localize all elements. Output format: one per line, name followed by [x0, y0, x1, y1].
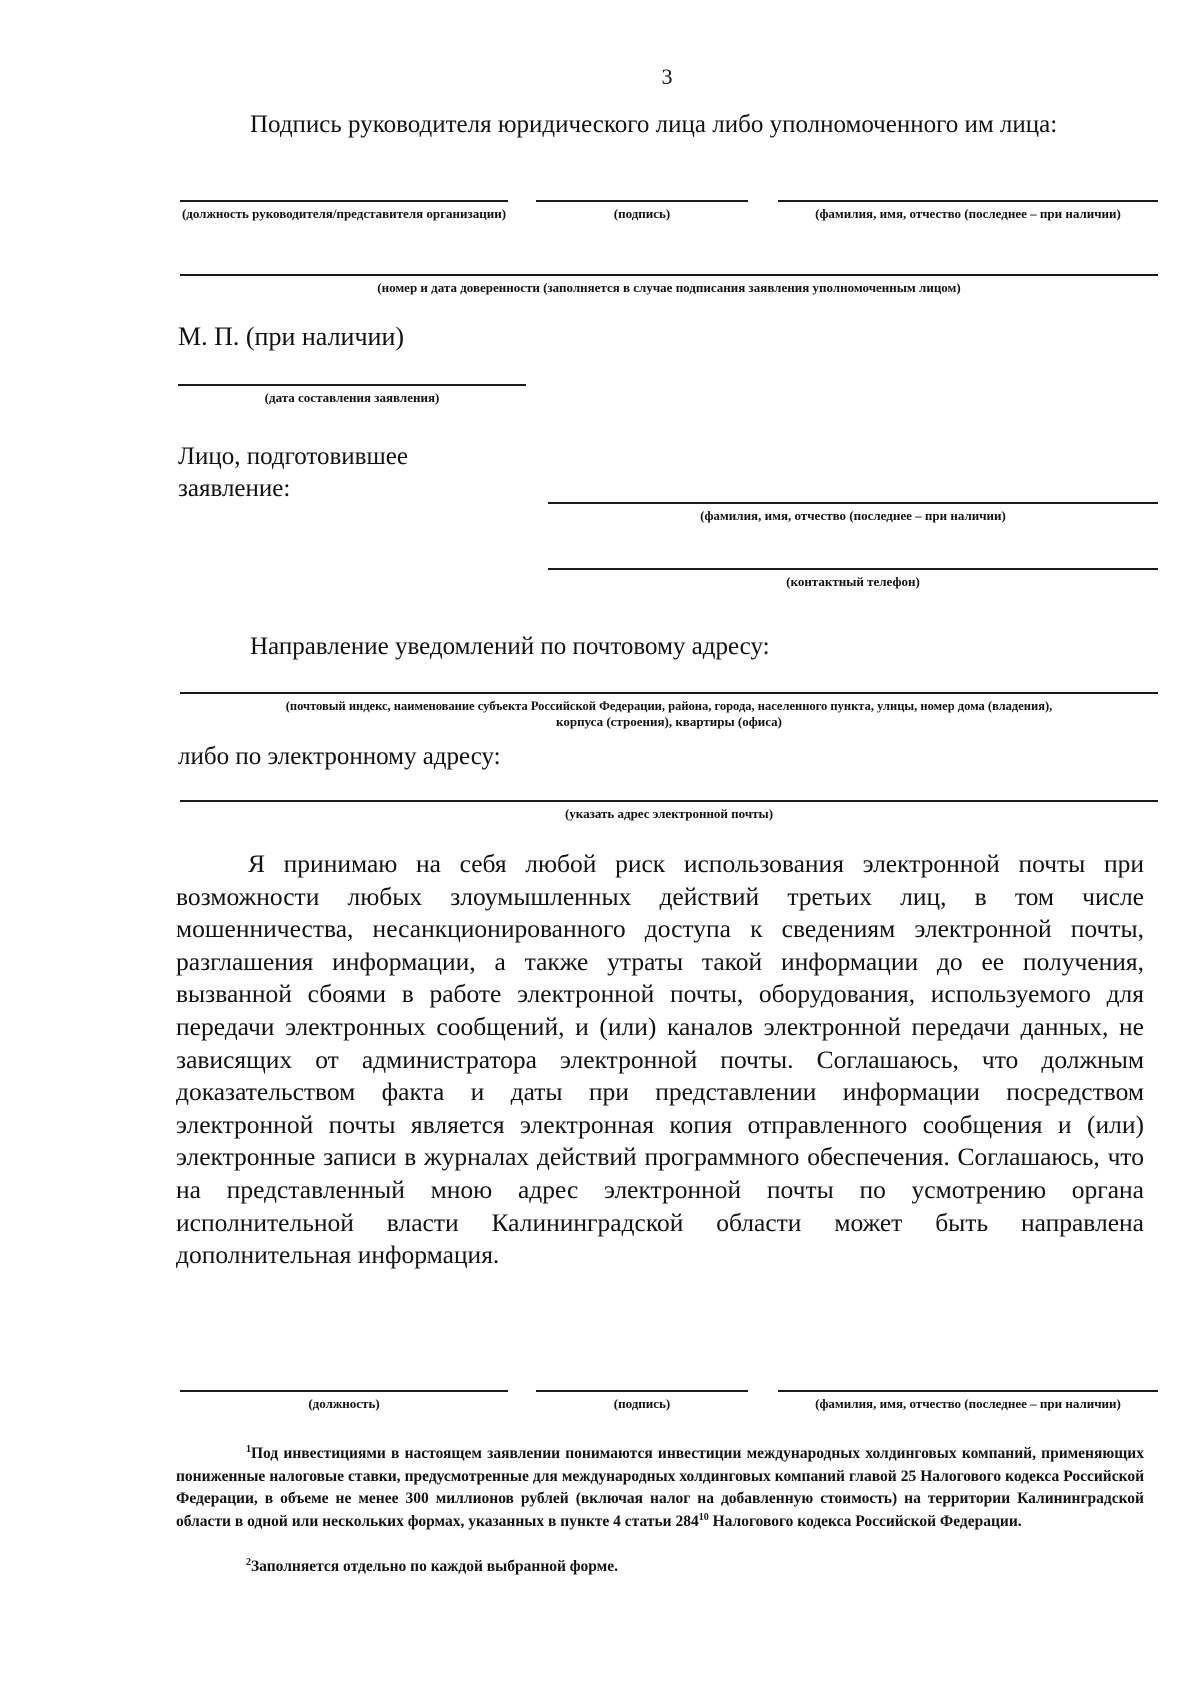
- postal-address-caption-line1: (почтовый индекс, наименование субъекта Российской Федерации, района, города, населенного пункта, улицы, номер дома (владения),: [285, 699, 1053, 713]
- footnote-1-text-a: Под инвестициями в настоящем заявлении понимаются инвестиции международных холдинговых компаний, применяющих пониженные налоговые ставки, предусмотренные для международных холдинговых компаний главой 25 Налогового кодекса Российской Федерации, в объеме не менее 300 миллионов рублей (включая налог на добавленную стоимость) на территории Калининградской области в одной или нескольких формах, указанных в пункте 4 статьи 284: [176, 1445, 1144, 1530]
- bottom-position-caption: (должность): [308, 1396, 380, 1411]
- footnote-2-marker: 2: [246, 1556, 251, 1568]
- position-line[interactable]: [180, 200, 508, 202]
- power-of-attorney-line[interactable]: [180, 274, 1158, 276]
- footnote-1-marker: 1: [246, 1443, 251, 1455]
- signature-heading: Подпись руководителя юридического лица либо уполномоченного им лица:: [250, 111, 1058, 138]
- footnote-2-text: Заполняется отдельно по каждой выбранной форме.: [251, 1558, 618, 1575]
- postal-address-line[interactable]: [180, 692, 1158, 694]
- bottom-signature-line[interactable]: [536, 1390, 748, 1392]
- preparer-phone-caption: (контактный телефон): [786, 574, 920, 589]
- email-label: либо по электронному адресу:: [178, 743, 501, 770]
- bottom-fullname-caption: (фамилия, имя, отчество (последнее – при наличии): [815, 1396, 1121, 1411]
- preparer-fullname-line[interactable]: [548, 502, 1158, 504]
- postal-address-caption-line2: корпуса (строения), квартиры (офиса): [556, 714, 782, 729]
- signature-line[interactable]: [536, 200, 748, 202]
- bottom-signature-caption: (подпись): [613, 1396, 671, 1411]
- preparer-label-line1: Лицо, подготовившее: [178, 443, 408, 470]
- seal-label: М. П. (при наличии): [178, 322, 405, 351]
- position-caption: (должность руководителя/представителя организации): [181, 206, 507, 221]
- preparer-phone-line[interactable]: [548, 568, 1158, 570]
- preparer-label-line2: заявление:: [178, 475, 291, 502]
- email-caption: (указать адрес электронной почты): [564, 806, 774, 821]
- fullname-caption: (фамилия, имя, отчество (последнее – при наличии): [815, 206, 1121, 221]
- notifications-heading: Направление уведомлений по почтовому адресу:: [250, 633, 770, 660]
- preparer-fullname-caption: (фамилия, имя, отчество (последнее – при наличии): [700, 508, 1006, 523]
- page-number: 3: [661, 64, 673, 89]
- footnote-1: [176, 1443, 1144, 1533]
- footnote-1-superscript: 10: [698, 1511, 709, 1523]
- consent-paragraph: Я принимаю на себя любой риск использования электронной почты при возможности любых злоумышленных действий третьих лиц, в том числе мошенничества, несанкционированного доступа к сведениям электронной почты, разглашения информации, а также утраты такой информации до ее получения, вызванной сбоями в работе электронной почты, оборудования, используемого для передачи электронных сообщений, и (или) каналов электронной передачи данных, не зависящих от администратора электронной почты. Соглашаюсь, что должным доказательством факта и даты при представлении информации посредством электронной почты является электронная копия отправленного сообщения и (или) электронные записи в журналах действий программного обеспечения. Соглашаюсь, что на представленный мною адрес электронной почты по усмотрению органа исполнительной власти Калининградской области может быть направлена дополнительная информация.: [176, 849, 1144, 1270]
- signature-caption: (подпись): [613, 206, 671, 221]
- power-of-attorney-caption: (номер и дата доверенности (заполняется в случае подписания заявления уполномоченным лицом): [377, 280, 961, 295]
- footnote-1-text-b: Налогового кодекса Российской Федерации.: [708, 1512, 1022, 1530]
- date-caption: (дата составления заявления): [264, 390, 440, 405]
- bottom-fullname-line[interactable]: [778, 1390, 1158, 1392]
- fullname-line[interactable]: [778, 200, 1158, 202]
- footnote-2: [246, 1556, 1144, 1579]
- email-line[interactable]: [180, 800, 1158, 802]
- bottom-position-line[interactable]: [180, 1390, 508, 1392]
- date-line[interactable]: [178, 384, 526, 386]
